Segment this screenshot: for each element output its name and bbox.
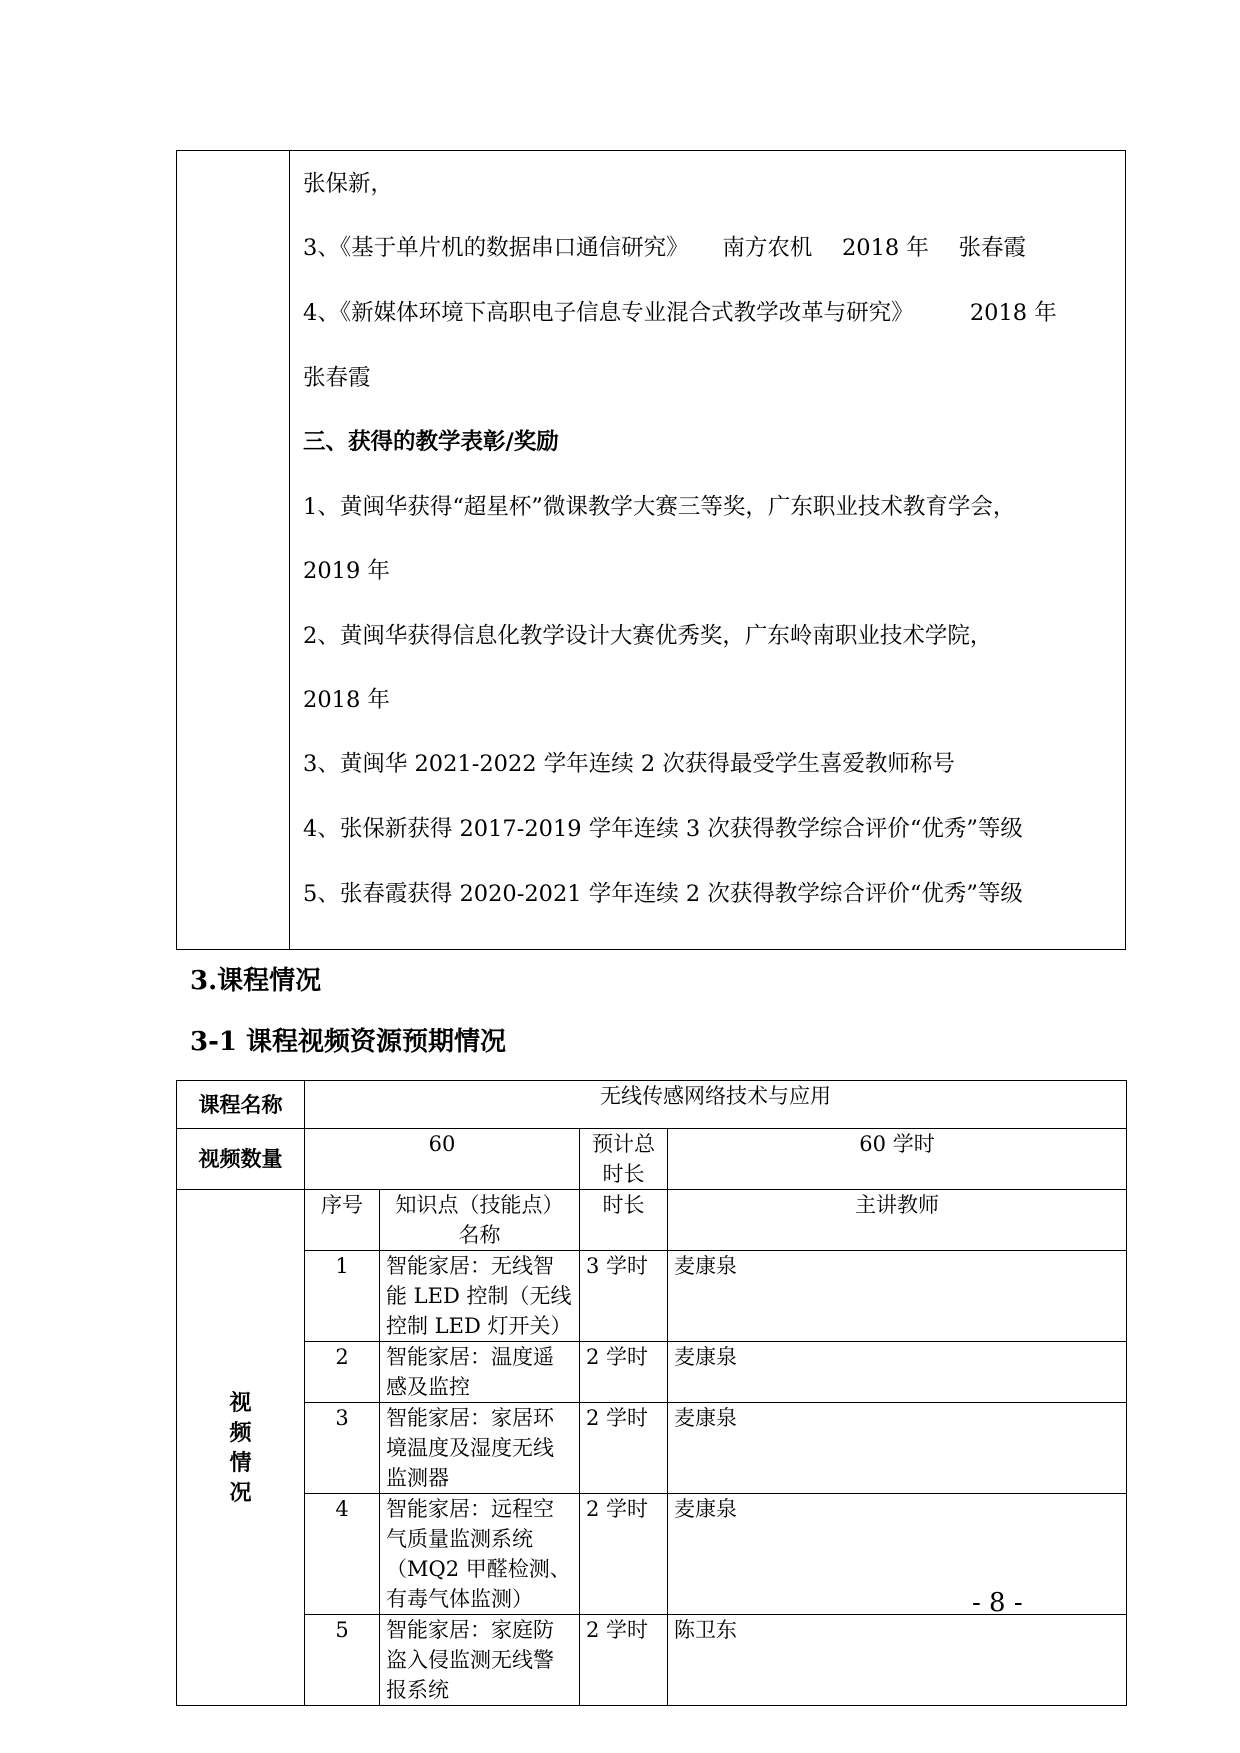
header-teacher: 主讲教师 [668, 1190, 1127, 1251]
row-duration: 2 学时 [580, 1615, 668, 1706]
text-line: 4、张保新获得 2017-2019 学年连续 3 次获得教学综合评价“优秀”等级 [303, 816, 1023, 842]
video-situation-label [177, 1190, 305, 1706]
row-duration: 3 学时 [580, 1251, 668, 1342]
table-row [177, 1342, 1127, 1403]
achievements-box [176, 150, 1126, 950]
row-teacher: 麦康泉 [668, 1403, 1127, 1494]
label-char: 况 [229, 1479, 252, 1506]
row-teacher: 麦康泉 [668, 1494, 1127, 1615]
course-name-label: 课程名称 [177, 1081, 305, 1129]
row-seq: 1 [305, 1251, 380, 1342]
text-line: 2019 年 [303, 558, 390, 584]
text-line: 张春霞 [303, 365, 371, 391]
header-topic: 知识点（技能点）名称 [380, 1190, 580, 1251]
row-seq: 3 [305, 1403, 380, 1494]
total-duration-label: 预计总时长 [580, 1129, 668, 1190]
row-seq: 5 [305, 1615, 380, 1706]
text-line: 4、《新媒体环境下高职电子信息专业混合式教学改革与研究》 2018 年 [303, 300, 1057, 326]
row-teacher: 麦康泉 [668, 1251, 1127, 1342]
label-char: 视 [229, 1389, 252, 1416]
course-name-value: 无线传感网络技术与应用 [305, 1081, 1127, 1129]
page-number: - 8 - [972, 1588, 1023, 1618]
row-topic: 智能家居：无线智能 LED 控制（无线控制 LED 灯开关） [380, 1251, 580, 1342]
row-duration: 2 学时 [580, 1403, 668, 1494]
row-duration: 2 学时 [580, 1494, 668, 1615]
row-seq: 4 [305, 1494, 380, 1615]
text-line: 2018 年 [303, 687, 390, 713]
row-seq: 2 [305, 1342, 380, 1403]
text-line: 张保新， [303, 171, 394, 197]
row-teacher: 麦康泉 [668, 1342, 1127, 1403]
text-line: 2、黄闽华获得信息化教学设计大赛优秀奖，广东岭南职业技术学院， [303, 623, 993, 649]
video-count-value: 60 [305, 1129, 580, 1190]
video-count-label: 视频数量 [177, 1129, 305, 1190]
column-divider [289, 151, 290, 949]
row-topic: 智能家居：家庭防盗入侵监测无线警报系统 [380, 1615, 580, 1706]
row-topic: 智能家居：远程空气质量监测系统（MQ2 甲醛检测、有毒气体监测） [380, 1494, 580, 1615]
section-heading: 三、获得的教学表彰/奖励 [303, 429, 559, 455]
table-row [177, 1615, 1127, 1706]
label-char: 情 [229, 1449, 252, 1476]
label-char: 频 [229, 1419, 252, 1446]
row-topic: 智能家居：温度遥感及监控 [380, 1342, 580, 1403]
total-duration-value: 60 学时 [668, 1129, 1127, 1190]
row-topic: 智能家居：家居环境温度及湿度无线监测器 [380, 1403, 580, 1494]
section-subtitle: 3-1 课程视频资源预期情况 [190, 1027, 507, 1057]
table-row [177, 1251, 1127, 1342]
text-line: 3、《基于单片机的数据串口通信研究》 南方农机 2018 年 张春霞 [303, 235, 1027, 261]
header-duration: 时长 [580, 1190, 668, 1251]
text-line: 5、张春霞获得 2020-2021 学年连续 2 次获得教学综合评价“优秀”等级 [303, 881, 1023, 907]
table-row [177, 1403, 1127, 1494]
text-line: 1、黄闽华获得“超星杯”微课教学大赛三等奖，广东职业技术教育学会， [303, 494, 1016, 520]
row-teacher: 陈卫东 [668, 1615, 1127, 1706]
section-title: 3.课程情况 [190, 966, 322, 996]
row-duration: 2 学时 [580, 1342, 668, 1403]
text-line: 3、黄闽华 2021-2022 学年连续 2 次获得最受学生喜爱教师称号 [303, 751, 955, 777]
header-seq: 序号 [305, 1190, 380, 1251]
